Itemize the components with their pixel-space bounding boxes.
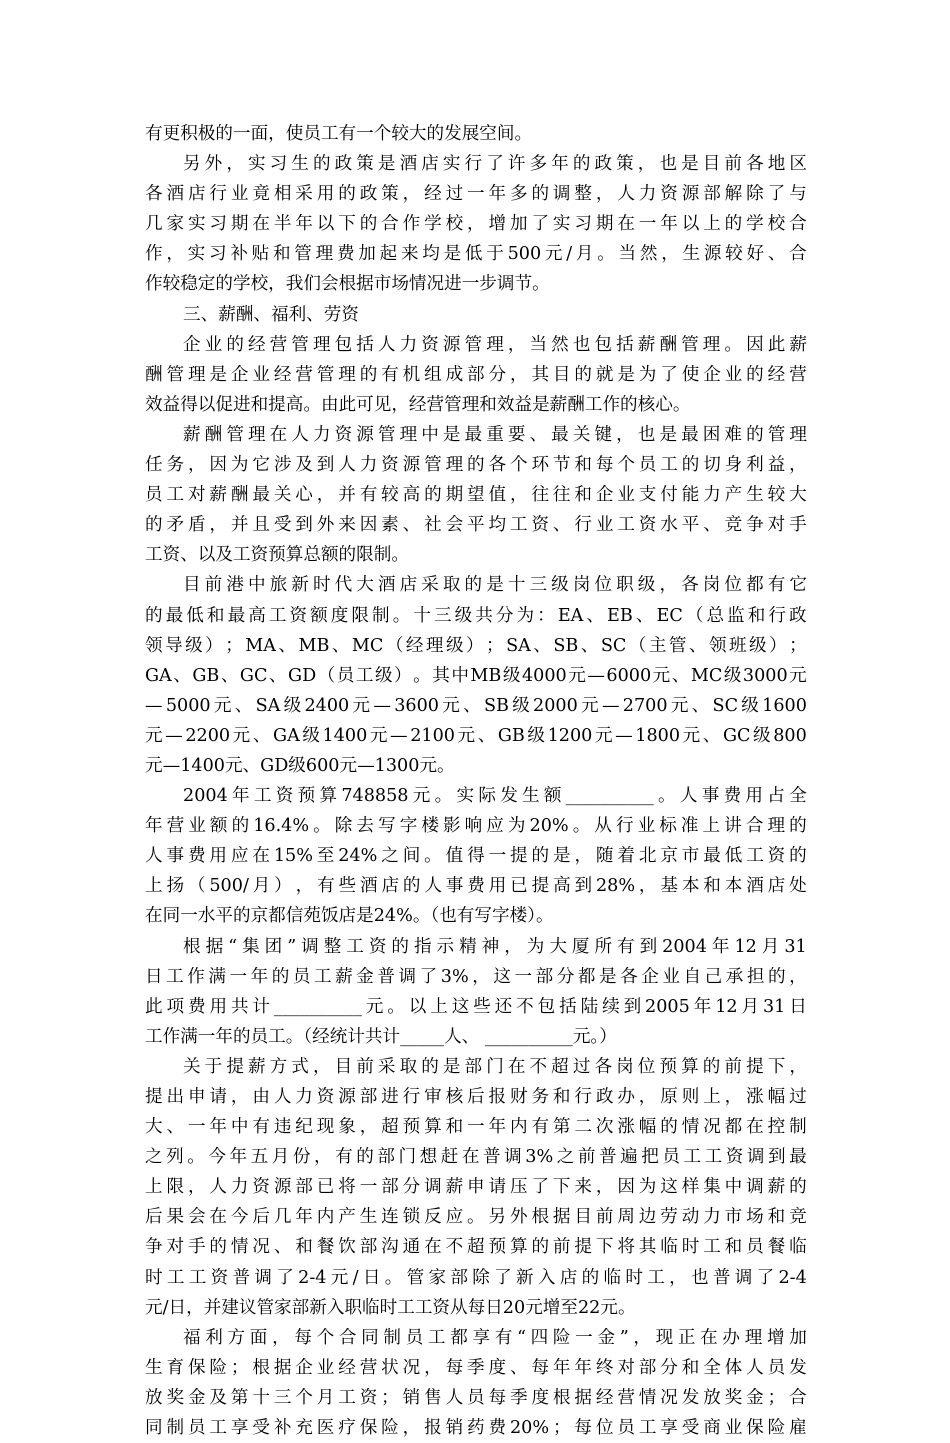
text-line: 工资、以及工资预算总额的限制。 xyxy=(145,545,409,566)
text-line: 的 矛 盾 ， 并 且 受 到 外 来 因 素 、 社 会 平 均 工 资 、 行 业 工 资 水 平 、 竞 争 对 手 xyxy=(145,515,807,536)
text-line: 后 果 会 在 今 后 几 年 内 产 生 连 锁 反 应 。 另 外 根 据 目 前 周 边 劳 动 力 市 场 和 竞 xyxy=(145,1207,807,1228)
text-line: 酬 管 理 是 企 业 经 营 管 理 的 有 机 组 成 部 分 ， 其 目 的 就 是 为 了 使 企 业 的 经 营 xyxy=(145,364,807,385)
text-line: 提 出 申 请 ， 由 人 力 资 源 部 进 行 审 核 后 报 财 务 和 行 政 办 ， 原 则 上 ， 涨 幅 过 xyxy=(145,1087,807,1107)
text-line: 三、薪酬、福利、劳资 xyxy=(183,304,359,325)
text-line: 2004 年 工 资 预 算 748858 元 。 实 际 发 生 额 __________ 。 人 事 费 用 占 全 xyxy=(183,786,807,807)
text-line: 时 工 工 资 普 调 了 2-4 元 / 日 。 管 家 部 除 了 新 入 店 的 临 时 工 ， 也 普 调 了 2-4 xyxy=(145,1267,807,1288)
text-line: 另 外 ， 实 习 生 的 政 策 是 酒 店 实 行 了 许 多 年 的 政 策 ， 也 是 目 前 各 地 区 xyxy=(183,154,807,175)
text-line: 在同一水平的京都信苑饭店是24%。（也有写字楼）。 xyxy=(145,906,554,927)
text-line: 领 导 级 ） ； MA 、 MB 、 MC （ 经 理 级 ） ； SA 、 SB 、 SC （ 主 管 、 领 班 级 ） ； xyxy=(145,635,807,656)
text-line: 作 ， 实 习 补 贴 和 管 理 费 加 起 来 均 是 低 于 500 元 / 月 。 当 然 ， 生 源 较 好 、 合 xyxy=(145,244,807,265)
text-line: 任 务 ， 因 为 它 涉 及 到 人 力 资 源 管 理 的 各 个 环 节 和 每 个 员 工 的 切 身 利 益 ， xyxy=(145,455,807,476)
text-line: 效益得以促进和提高。由此可见，经营管理和效益是薪酬工作的核心。 xyxy=(145,394,691,415)
text-line: 的 最 低 和 最 高 工 资 额 度 限 制 。 十 三 级 共 分 为 ： EA 、 EB 、 EC （ 总 监 和 行 政 xyxy=(145,605,807,626)
text-line: 几 家 实 习 期 在 半 年 以 下 的 合 作 学 校 ， 增 加 了 实 习 期 在 一 年 以 上 的 学 校 合 xyxy=(145,214,807,235)
text-line: 各 酒 店 行 业 竟 相 采 用 的 政 策 ， 经 过 一 年 多 的 调 整 ， 人 力 资 源 部 解 除 了 与 xyxy=(145,184,807,205)
text-line: 根 据 “ 集 团 ” 调 整 工 资 的 指 示 精 神 ， 为 大 厦 所 有 到 2004 年 12 月 31 xyxy=(183,936,807,957)
text-line: 大 、 一 年 中 有 违 纪 现 象 ， 超 预 算 和 一 年 内 有 第 二 次 涨 幅 的 情 况 都 在 控 制 xyxy=(145,1117,807,1138)
text-line: 争 对 手 的 情 况 、 和 餐 饮 部 沟 通 在 不 超 预 算 的 前 提 下 将 其 临 时 工 和 员 餐 临 xyxy=(145,1237,807,1258)
text-line: 同 制 员 工 享 受 补 充 医 疗 保 险 ， 报 销 药 费 20% ； 每 位 员 工 享 受 商 业 保 险 雇 xyxy=(145,1418,807,1439)
text-line: 员 工 对 薪 酬 最 关 心 ， 并 有 较 高 的 期 望 值 ， 往 往 和 企 业 支 付 能 力 产 生 较 大 xyxy=(145,485,807,506)
text-line: 关 于 提 薪 方 式 ， 目 前 采 取 的 是 部 门 在 不 超 过 各 岗 位 预 算 的 前 提 下 ， xyxy=(183,1056,807,1077)
text-line: 作较稳定的学校，我们会根据市场情况进一步调节。 xyxy=(145,274,550,295)
text-line: 元/日，并建议管家部新入职临时工工资从每日20元增至22元。 xyxy=(145,1297,636,1318)
text-line: 元—1400元、GD级600元—1300元。 xyxy=(145,755,455,776)
text-line: 上 限 ， 人 力 资 源 部 已 将 一 部 分 调 薪 申 请 压 了 下 来 ， 因 为 这 样 集 中 调 薪 的 xyxy=(145,1177,807,1198)
text-line: 目 前 港 中 旅 新 时 代 大 酒 店 采 取 的 是 十 三 级 岗 位 职 级 ， 各 岗 位 都 有 它 xyxy=(183,575,807,596)
text-line: 薪 酬 管 理 在 人 力 资 源 管 理 中 是 最 重 要 、 最 关 键 ， 也 是 最 困 难 的 管 理 xyxy=(183,424,807,445)
text-line: 此 项 费 用 共 计 __________ 元 。 以 上 这 些 还 不 包 括 陆 续 到 2005 年 12 月 31 日 xyxy=(145,996,807,1017)
text-line: 企 业 的 经 营 管 理 包 括 人 力 资 源 管 理 ， 当 然 也 包 括 薪 酬 管 理 。 因 此 薪 xyxy=(183,334,807,355)
text-line: 元 — 2200 元 、 GA 级 1400 元 — 2100 元 、 GB 级 1200 元 — 1800 元 、 GC 级 800 xyxy=(145,725,807,746)
text-line: 年 营 业 额 的 16.4% 。 除 去 写 字 楼 影 响 应 为 20% 。 从 行 业 标 准 上 讲 合 理 的 xyxy=(145,816,807,837)
text-line: 日 工 作 满 一 年 的 员 工 薪 金 普 调 了 3% ， 这 一 部 分 都 是 各 企 业 自 己 承 担 的 ， xyxy=(145,966,807,987)
text-line: 之 列 。 今 年 五 月 份 ， 有 的 部 门 想 赶 在 普 调 3% 之 前 普 遍 把 员 工 工 资 调 到 最 xyxy=(145,1147,807,1168)
text-line: 福 利 方 面 ， 每 个 合 同 制 员 工 都 享 有 “ 四 险 一 金 ” ， 现 正 在 办 理 增 加 xyxy=(183,1327,807,1348)
text-line: 人 事 费 用 应 在 15% 至 24% 之 间 。 值 得 一 提 的 是 ， 随 着 北 京 市 最 低 工 资 的 xyxy=(145,846,807,867)
document-body xyxy=(145,119,807,1443)
text-line: 放 奖 金 及 第 十 三 个 月 工 资 ； 销 售 人 员 每 季 度 根 据 经 营 情 况 发 放 奖 金 ； 合 xyxy=(145,1387,807,1408)
text-line: — 5000 元 、 SA 级 2400 元 — 3600 元 、 SB 级 2000 元 — 2700 元 、 SC 级 1600 xyxy=(145,695,807,716)
text-line: 工作满一年的员工。（经统计共计_____人、 __________元。） xyxy=(145,1026,617,1047)
text-line: 生 育 保 险 ； 根 据 企 业 经 营 状 况 ， 每 季 度 、 每 年 年 终 对 部 分 和 全 体 人 员 发 xyxy=(145,1357,807,1378)
text-line: 有更积极的一面，使员工有一个较大的发展空间。 xyxy=(145,124,533,144)
text-line: 上 扬 （ 500/ 月 ） ， 有 些 酒 店 的 人 事 费 用 已 提 高 到 28% ， 基 本 和 本 酒 店 处 xyxy=(145,876,807,897)
text-line: GA 、 GB 、 GC 、 GD （ 员 工 级 ） 。 其 中 MB 级 4000 元 — 6000 元 、 MC 级 3000 元 xyxy=(145,665,807,686)
